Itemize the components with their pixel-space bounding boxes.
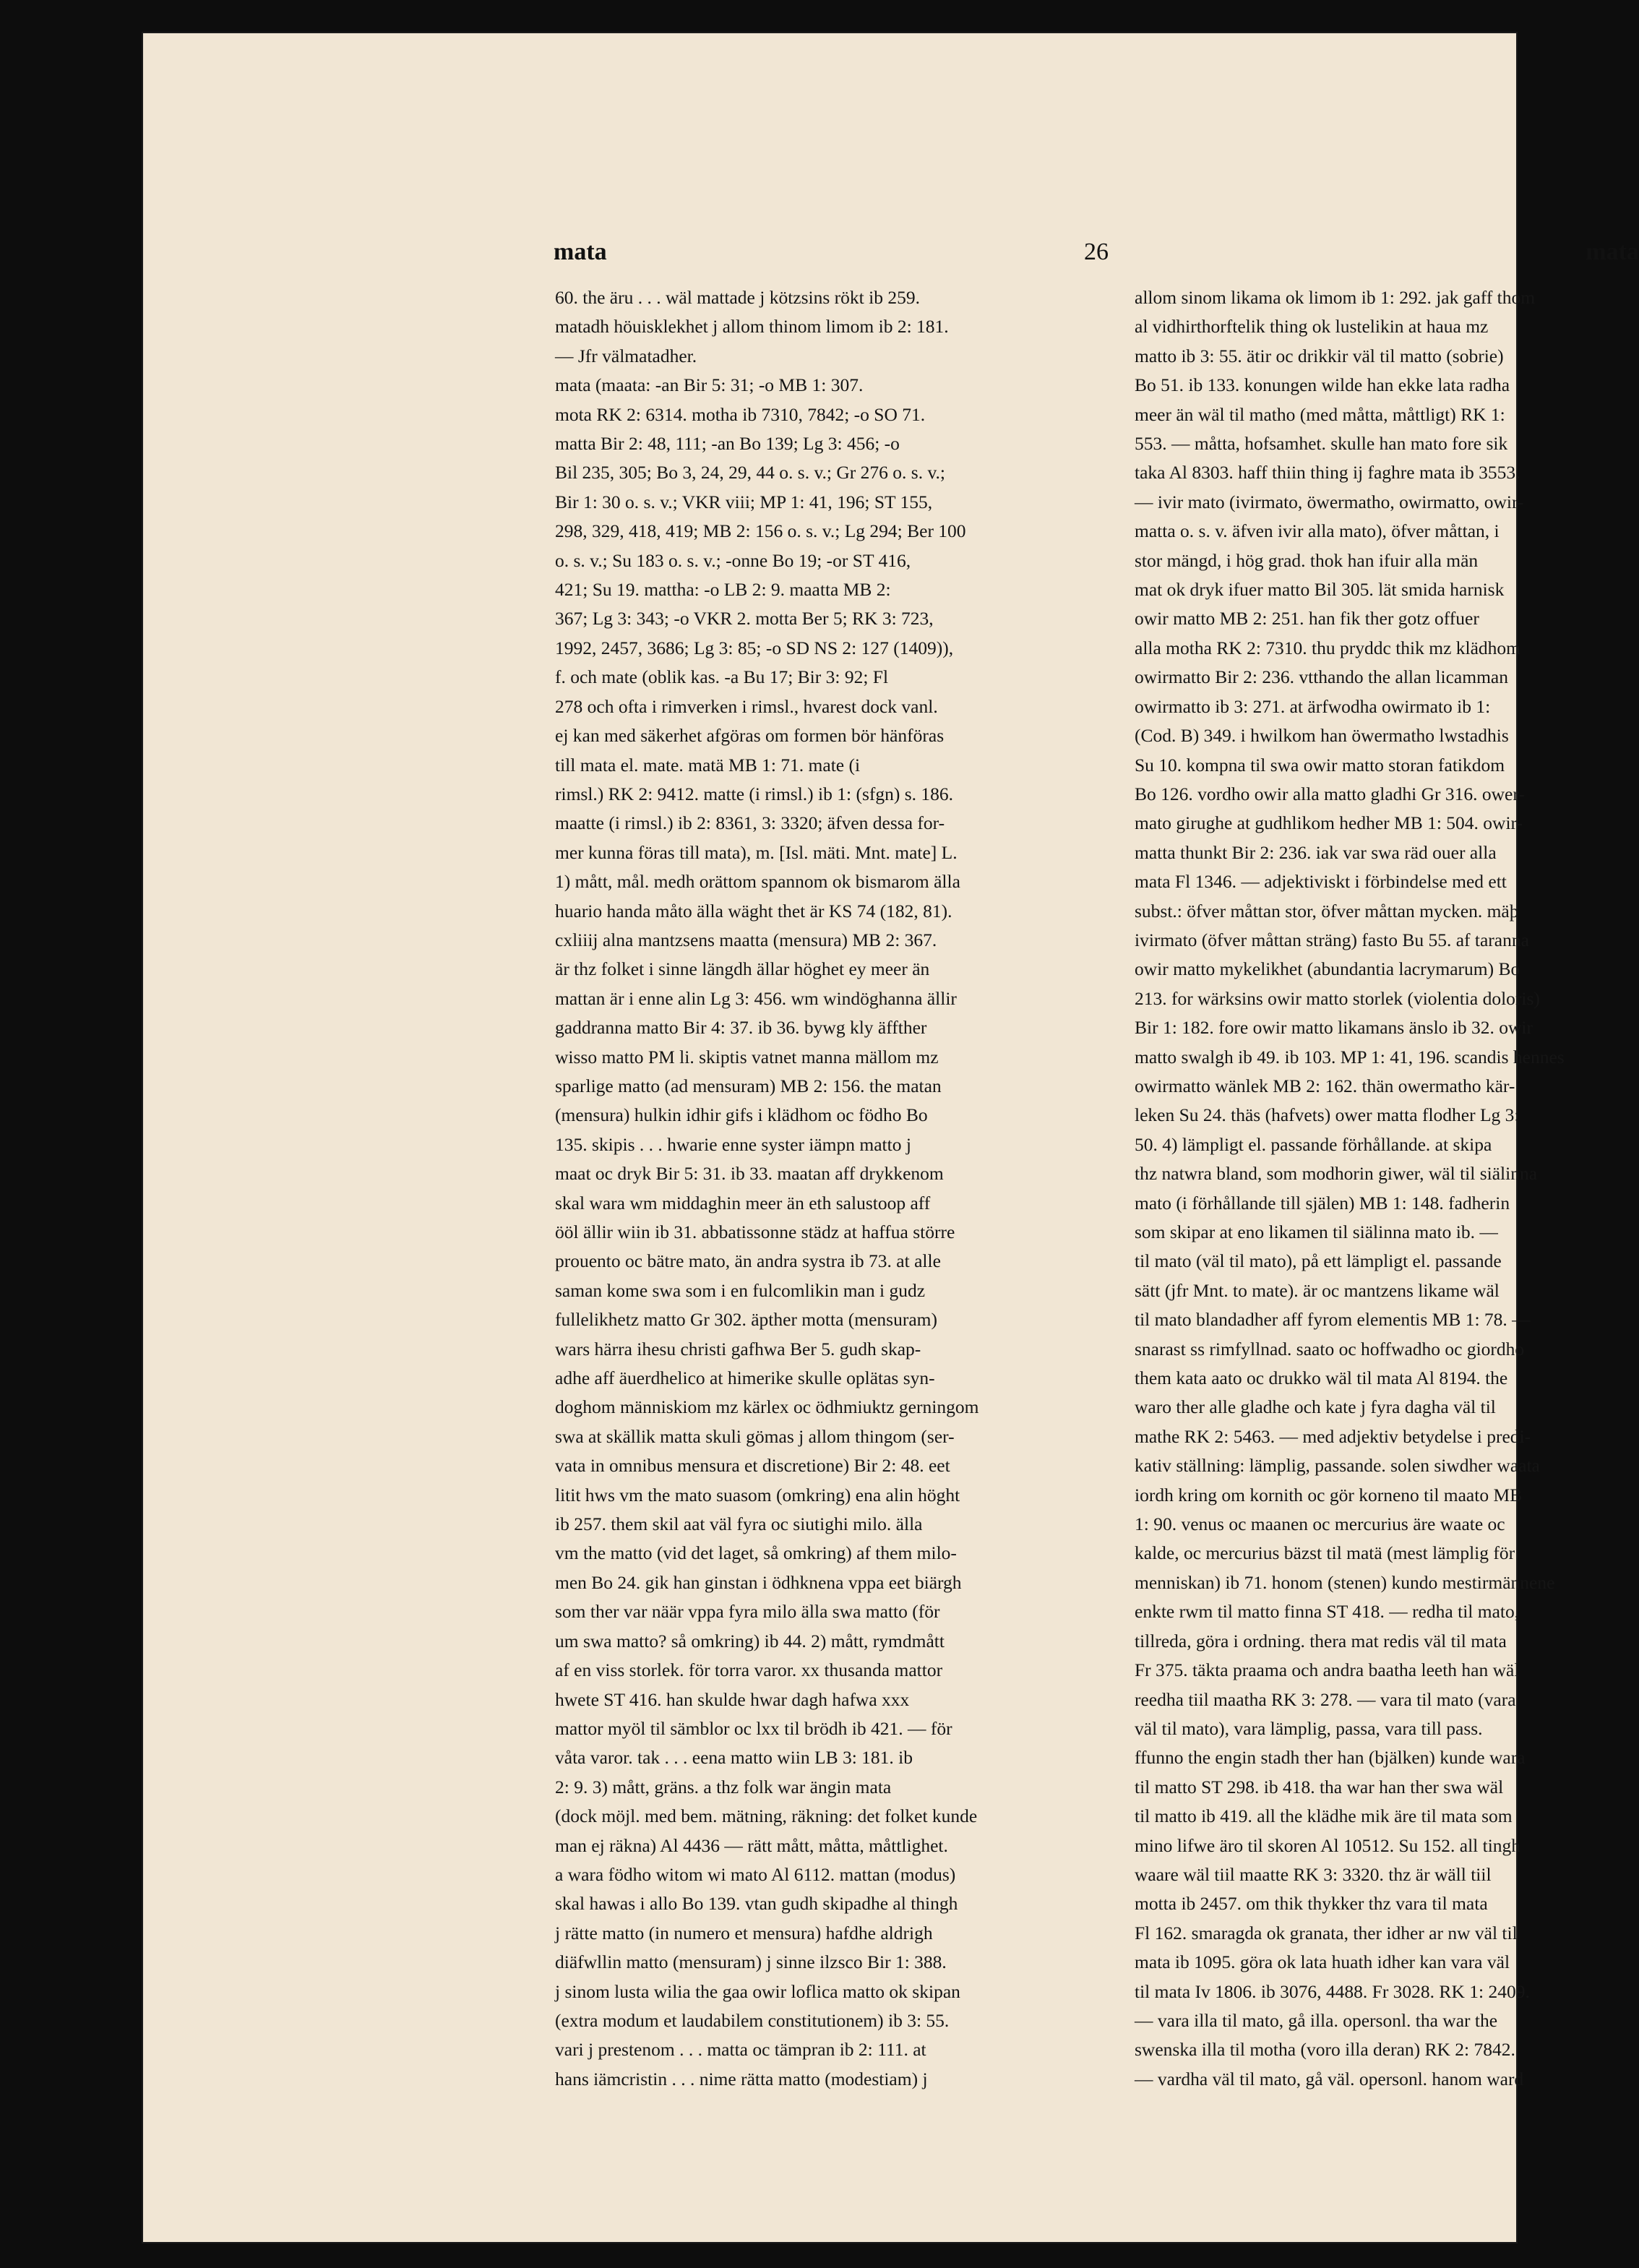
text-line: skal wara wm middaghin meer än eth salustoop aff xyxy=(555,1192,931,1214)
text-line: 367; Lg 3: 343; -o VKR 2. motta Ber 5; RK 3: 723, xyxy=(555,608,934,630)
text-line: 1: 90. venus oc maanen oc mercurius äre waate oc xyxy=(1135,1513,1505,1535)
text-line: (dock möjl. med bem. mätning, räkning: det folket kunde xyxy=(555,1805,978,1827)
text-line: enkte rwm til matto finna ST 418. — redha til mato, xyxy=(1135,1601,1520,1623)
text-line: fullelikhetz matto Gr 302. äpther motta (mensuram) xyxy=(555,1309,937,1331)
text-line: doghom människiom mz kärlex oc ödhmiuktz gerningom xyxy=(555,1396,979,1418)
text-line: Bo 126. vordho owir alla matto gladhi Gr 316. ower- xyxy=(1135,783,1525,804)
text-line: (mensura) hulkin idhir gifs i klädhom oc födho Bo xyxy=(555,1104,928,1126)
text-line: menniskan) ib 71. honom (stenen) kundo mestirmännene xyxy=(1135,1571,1555,1593)
text-line: väl til mato), vara lämplig, passa, vara till pass. xyxy=(1135,1717,1483,1739)
text-line: snarast ss rimfyllnad. saato oc hoffwadho oc giordho xyxy=(1135,1338,1525,1359)
text-line: 1992, 2457, 3686; Lg 3: 85; -o SD NS 2: 127 (1409)), xyxy=(555,637,954,658)
text-line: Su 10. kompna til swa owir matto storan fatikdom xyxy=(1135,754,1505,776)
text-line: al vidhirthorftelik thing ok lustelikin at haua mz xyxy=(1135,316,1489,338)
text-line: 50. 4) lämpligt el. passande förhållande. at skipa xyxy=(1135,1133,1492,1155)
text-line: hwete ST 416. han skulde hwar dagh hafwa xxx xyxy=(555,1688,910,1710)
text-line: gaddranna matto Bir 4: 37. ib 36. bywg kly äffther xyxy=(555,1017,927,1039)
text-line: til matto ib 419. all the klädhe mik äre til mata som xyxy=(1135,1805,1513,1827)
text-line: våta varor. tak . . . eena matto wiin LB 3: 181. ib xyxy=(555,1747,913,1769)
text-line: Fr 375. täkta praama och andra baatha leeth han wäl xyxy=(1135,1659,1520,1681)
text-line: huario handa måto älla wäght thet är KS 74 (182, 81). xyxy=(555,900,952,922)
text-line: mino lifwe äro til skoren Al 10512. Su 152. all tingh xyxy=(1135,1834,1521,1856)
text-line: mathe RK 2: 5463. — med adjektiv betydelse i predi- xyxy=(1135,1425,1531,1447)
text-line: a wara födho witom wi mato Al 6112. mattan (modus) xyxy=(555,1863,956,1885)
text-line: vari j prestenom . . . matta oc tämpran ib 2: 111. at xyxy=(555,2039,926,2061)
text-line: man ej räkna) Al 4436 — rätt mått, måtta, måttlighet. xyxy=(555,1834,948,1856)
text-line: stor mängd, i hög grad. thok han ifuir alla män xyxy=(1135,549,1479,571)
text-line: hans iämcristin . . . nime rätta matto (modestiam) j xyxy=(555,2068,928,2089)
text-line: ivirmato (öfver måttan sträng) fasto Bu 55. af taranna xyxy=(1135,929,1529,950)
text-line: til mato (väl til mato), på ett lämpligt el. passande xyxy=(1135,1250,1502,1272)
text-line: mat ok dryk ifuer matto Bil 305. lät smida harnisk xyxy=(1135,579,1505,601)
text-line: them kata aato oc drukko wäl til mata Al 8194. the xyxy=(1135,1367,1508,1389)
text-line: o. s. v.; Su 183 o. s. v.; -onne Bo 19; -or ST 416, xyxy=(555,549,911,571)
text-line: motta ib 2457. om thik thykker thz vara til mata xyxy=(1135,1893,1488,1915)
text-line: subst.: öfver måttan stor, öfver måttan mycken. mäþ xyxy=(1135,900,1519,922)
text-line: som skipar at eno likamen til siälinna mato ib. — xyxy=(1135,1221,1498,1242)
text-line: kalde, oc mercurius bäzst til matä (mest lämplig för xyxy=(1135,1542,1515,1564)
right-column xyxy=(1135,283,1639,2094)
text-line: mattor myöl til sämblor oc lxx til brödh ib 421. — för xyxy=(555,1717,952,1739)
text-line: matta Bir 2: 48, 111; -an Bo 139; Lg 3: 456; -o xyxy=(555,433,900,455)
text-line: taka Al 8303. haff thiin thing ij faghre mata ib 3553. xyxy=(1135,462,1520,484)
text-line: adhe aff äuerdhelico at himerike skulle oplätas syn- xyxy=(555,1367,935,1389)
text-line: maat oc dryk Bir 5: 31. ib 33. maatan aff drykkenom xyxy=(555,1163,944,1185)
text-line: reedha tiil maatha RK 3: 278. — vara til mato (vara xyxy=(1135,1688,1516,1710)
text-line: um swa matto? så omkring) ib 44. 2) mått, rymdmått xyxy=(555,1630,945,1651)
text-line: til mata Iv 1806. ib 3076, 4488. Fr 3028. RK 1: 2409. xyxy=(1135,1980,1530,2002)
text-line: Bir 1: 182. fore owir matto likamans änslo ib 32. owir xyxy=(1135,1017,1533,1039)
text-line: tillreda, göra i ordning. thera mat redis väl til mata xyxy=(1135,1630,1507,1651)
text-line: Bil 235, 305; Bo 3, 24, 29, 44 o. s. v.; Gr 276 o. s. v.; xyxy=(555,462,946,484)
text-line: 135. skipis . . . hwarie enne syster iämpn matto j xyxy=(555,1133,911,1155)
text-line: 213. for wärksins owir matto storlek (violentia doloris) xyxy=(1135,987,1540,1009)
text-line: ööl ällir wiin ib 31. abbatissonne städz at haffua större xyxy=(555,1221,955,1242)
text-line: vm the matto (vid det laget, så omkring) af them milo- xyxy=(555,1542,957,1564)
text-line: (Cod. B) 349. i hwilkom han öwermatho lwstadhis xyxy=(1135,725,1509,747)
text-line: 553. — måtta, hofsamhet. skulle han mato fore sik xyxy=(1135,433,1508,455)
text-line: prouento oc bätre mato, än andra systra ib 73. at alle xyxy=(555,1250,941,1272)
text-line: waro ther alle gladhe och kate j fyra dagha väl til xyxy=(1135,1396,1496,1418)
text-line: matto swalgh ib 49. ib 103. MP 1: 41, 196. scandis hennes xyxy=(1135,1046,1565,1068)
text-line: — vara illa til mato, gå illa. opersonl. tha war the xyxy=(1135,2009,1498,2031)
text-line: ej kan med säkerhet afgöras om formen bör hänföras xyxy=(555,725,945,747)
header-left-headword: mata xyxy=(554,239,607,265)
text-line: (extra modum et laudabilem constitutionem) ib 3: 55. xyxy=(555,2009,950,2031)
dictionary-page xyxy=(142,32,1639,2243)
text-line: 421; Su 19. mattha: -o LB 2: 9. maatta MB 2: xyxy=(555,579,891,601)
page-header xyxy=(554,239,1639,275)
text-line: cxliiij alna mantzsens maatta (mensura) MB 2: 367. xyxy=(555,929,937,950)
text-line: 278 och ofta i rimverken i rimsl., hvarest dock vanl. xyxy=(555,695,938,717)
text-line: rimsl.) RK 2: 9412. matte (i rimsl.) ib 1: (sfgn) s. 186. xyxy=(555,783,954,804)
text-line: litit hws vm the mato suasom (omkring) ena alin höght xyxy=(555,1484,960,1505)
text-line: mata Fl 1346. — adjektiviskt i förbindelse med ett xyxy=(1135,871,1507,893)
text-line: vata in omnibus mensura et discretione) Bir 2: 48. eet xyxy=(555,1455,950,1477)
text-line: — Jfr välmatadher. xyxy=(555,345,697,366)
text-line: 298, 329, 418, 419; MB 2: 156 o. s. v.; Lg 294; Ber 100 xyxy=(555,520,966,542)
text-line: mato girughe at gudhlikom hedher MB 1: 504. owir- xyxy=(1135,812,1523,834)
text-line: wisso matto PM li. skiptis vatnet manna mällom mz xyxy=(555,1046,939,1068)
text-line: 60. the äru . . . wäl mattade j kötzsins rökt ib 259. xyxy=(555,287,920,308)
text-line: mer kunna föras till mata), m. [Isl. mäti. Mnt. mate] L. xyxy=(555,841,958,863)
text-line: leken Su 24. thäs (hafvets) ower matta flodher Lg 3: xyxy=(1135,1104,1520,1126)
text-line: af en viss storlek. för torra varor. xx thusanda mattor xyxy=(555,1659,943,1681)
text-line: Bo 51. ib 133. konungen wilde han ekke lata radha xyxy=(1135,374,1510,396)
text-line: meer än wäl til matho (med måtta, måttligt) RK 1: xyxy=(1135,403,1505,425)
text-line: waare wäl tiil maatte RK 3: 3320. thz är wäll tiil xyxy=(1135,1863,1492,1885)
text-line: matto ib 3: 55. ätir oc drikkir väl til matto (sobrie) xyxy=(1135,345,1504,366)
text-line: j sinom lusta wilia the gaa owir loflica matto ok skipan xyxy=(555,1980,960,2002)
text-line: swa at skällik matta skuli gömas j allom thingom (ser- xyxy=(555,1425,955,1447)
text-line: thz natwra bland, som modhorin giwer, wäl til siälinna xyxy=(1135,1163,1538,1185)
text-line: owirmatto ib 3: 271. at ärfwodha owirmato ib 1: xyxy=(1135,695,1491,717)
text-line: owirmatto Bir 2: 236. vtthando the allan licamman xyxy=(1135,666,1508,688)
text-line: 1) mått, mål. medh orättom spannom ok bismarom älla xyxy=(555,871,960,893)
text-line: diäfwllin matto (mensuram) j sinne ilzsco Bir 1: 388. xyxy=(555,1951,947,1973)
text-line: mata ib 1095. göra ok lata huath idher kan vara väl xyxy=(1135,1951,1510,1973)
text-line: till mata el. mate. matä MB 1: 71. mate (i xyxy=(555,754,861,776)
text-line: mata (maata: -an Bir 5: 31; -o MB 1: 307. xyxy=(555,374,864,396)
text-line: som ther var näär vppa fyra milo älla swa matto (för xyxy=(555,1601,940,1623)
header-right-headword: mata xyxy=(1586,239,1639,265)
text-line: Fl 162. smaragda ok granata, ther idher ar nw väl til xyxy=(1135,1922,1518,1943)
text-line: Bir 1: 30 o. s. v.; VKR viii; MP 1: 41, 196; ST 155, xyxy=(555,491,933,512)
text-line: j rätte matto (in numero et mensura) hafdhe aldrigh xyxy=(555,1922,933,1943)
text-line: skal hawas i allo Bo 139. vtan gudh skipadhe al thingh xyxy=(555,1893,958,1915)
text-line: ffunno the engin stadh ther han (bjälken) kunde wara xyxy=(1135,1747,1526,1769)
text-line: maatte (i rimsl.) ib 2: 8361, 3: 3320; äfven dessa for- xyxy=(555,812,945,834)
text-line: til mato blandadher aff fyrom elementis MB 1: 78. — xyxy=(1135,1309,1531,1331)
text-line: mota RK 2: 6314. motha ib 7310, 7842; -o SO 71. xyxy=(555,403,926,425)
text-line: til matto ST 298. ib 418. tha war han ther swa wäl xyxy=(1135,1776,1504,1797)
left-column xyxy=(555,283,1061,2094)
text-line: allom sinom likama ok limom ib 1: 292. jak gaff thom xyxy=(1135,287,1536,308)
text-line: owir matto mykelikhet (abundantia lacrymarum) Bo xyxy=(1135,958,1520,980)
text-line: alla motha RK 2: 7310. thu pryddc thik mz klädhom xyxy=(1135,637,1521,658)
text-line: matta o. s. v. äfven ivir alla mato), öfver måttan, i xyxy=(1135,520,1500,542)
text-line: saman kome swa som i en fulcomlikin man i gudz xyxy=(555,1279,926,1301)
text-line: 2: 9. 3) mått, gräns. a thz folk war ängin mata xyxy=(555,1776,892,1797)
text-line: matadh höuisklekhet j allom thinom limom ib 2: 181. xyxy=(555,316,949,338)
text-line: kativ ställning: lämplig, passande. solen siwdher waata xyxy=(1135,1455,1540,1477)
text-line: sätt (jfr Mnt. to mate). är oc mantzens likame wäl xyxy=(1135,1279,1500,1301)
text-line: owirmatto wänlek MB 2: 162. thän owermatho kär- xyxy=(1135,1075,1515,1096)
page-number: 26 xyxy=(1084,239,1109,265)
text-line: ib 257. them skil aat väl fyra oc siutighi milo. älla xyxy=(555,1513,923,1535)
text-line: wars härra ihesu christi gafhwa Ber 5. gudh skap- xyxy=(555,1338,921,1359)
text-line: f. och mate (oblik kas. -a Bu 17; Bir 3: 92; Fl xyxy=(555,666,889,688)
text-line: mattan är i enne alin Lg 3: 456. wm windöghanna ällir xyxy=(555,987,957,1009)
text-line: matta thunkt Bir 2: 236. iak var swa räd ouer alla xyxy=(1135,841,1497,863)
text-line: — ivir mato (ivirmato, öwermatho, owirmatto, owir- xyxy=(1135,491,1524,512)
text-line: iordh kring om kornith oc gör korneno til maato MB xyxy=(1135,1484,1523,1505)
text-line: är thz folket i sinne längdh ällar höghet ey meer än xyxy=(555,958,930,980)
text-line: swenska illa til motha (voro illa deran) RK 2: 7842. xyxy=(1135,2039,1515,2061)
text-line: sparlige matto (ad mensuram) MB 2: 156. the matan xyxy=(555,1075,942,1096)
text-line: — vardha väl til mato, gå väl. opersonl. hanom ward xyxy=(1135,2068,1524,2089)
text-line: men Bo 24. gik han ginstan i ödhknena vppa eet biärgh xyxy=(555,1571,962,1593)
text-line: mato (i förhållande till själen) MB 1: 148. fadherin xyxy=(1135,1192,1510,1214)
text-line: owir matto MB 2: 251. han fik ther gotz offuer xyxy=(1135,608,1479,630)
